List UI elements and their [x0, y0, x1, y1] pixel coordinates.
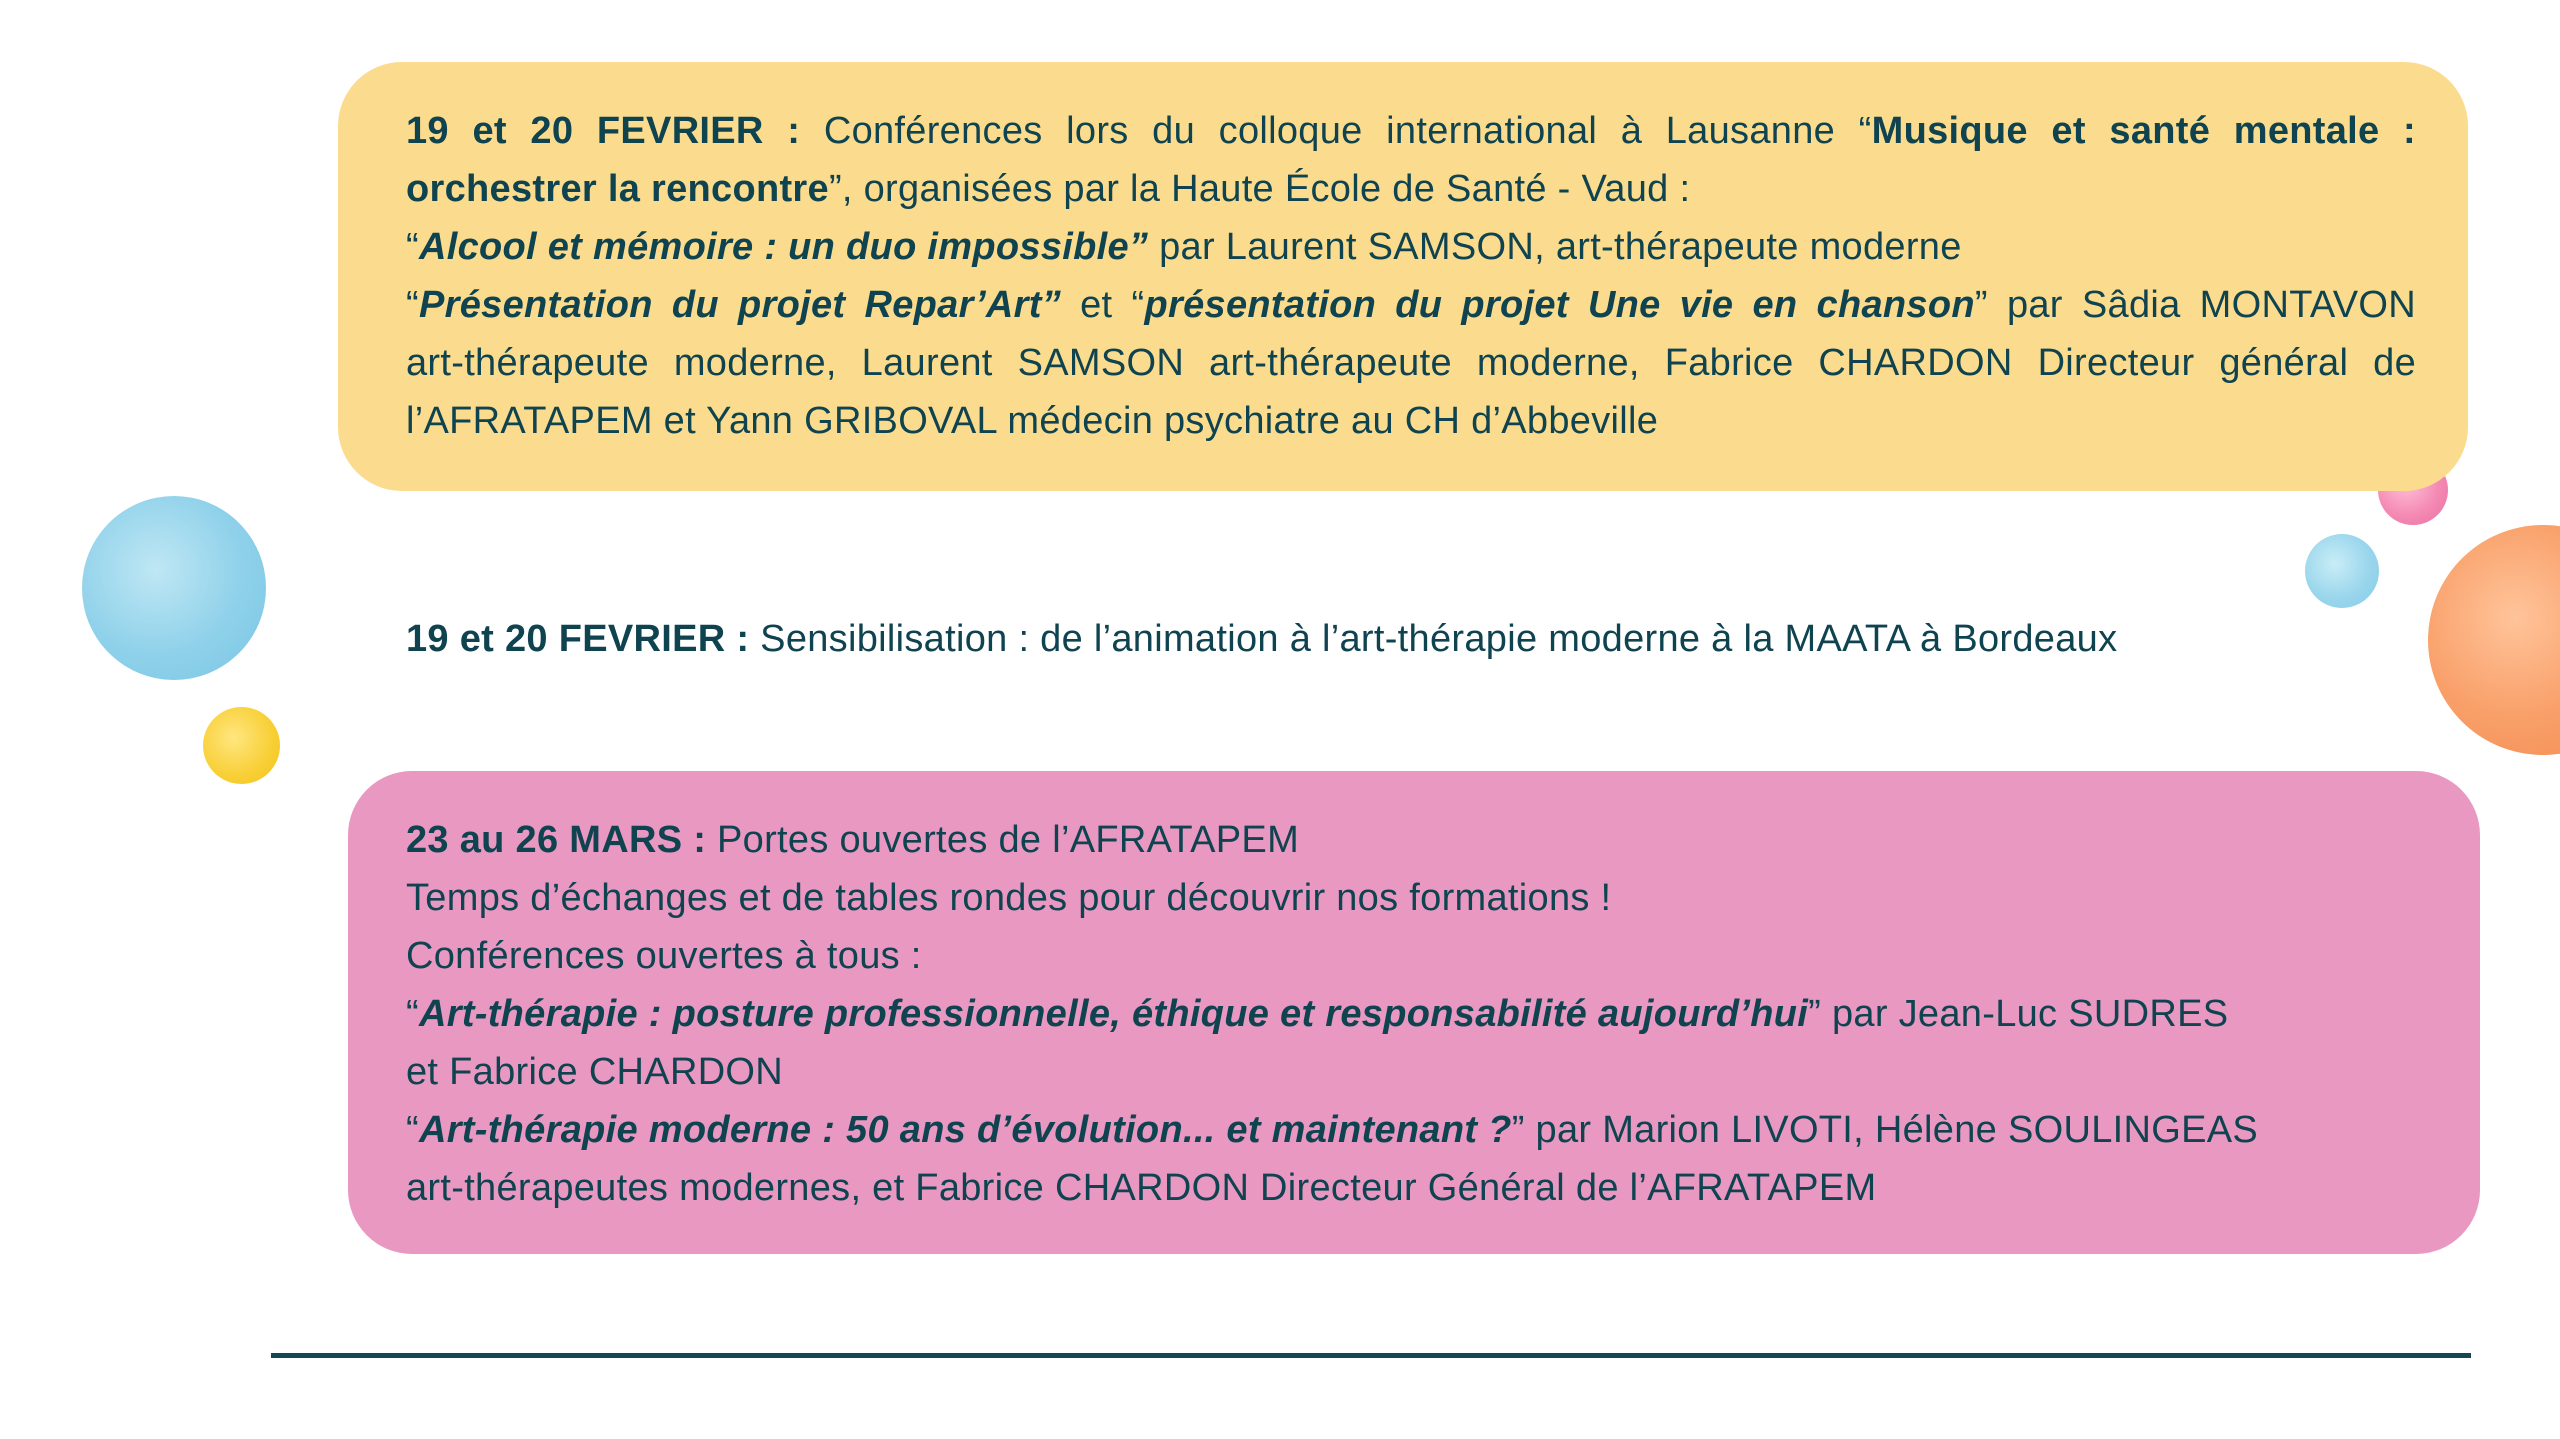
talk-title: Art-thérapie moderne : 50 ans d’évolution... et maintenant ?	[418, 1109, 1512, 1151]
event-3-line-1	[406, 811, 2428, 869]
event-organizer: ”, organisées par la Haute École de Santé - Vaud :	[828, 168, 1691, 210]
event-description: Sensibilisation : de l’animation à l’art-thérapie moderne à la MAATA à Bordeaux	[749, 618, 2118, 660]
event-date: 23 au 26 MARS :	[406, 819, 707, 861]
decorative-blue-dot-small	[2305, 534, 2379, 608]
event-1-line-1	[406, 102, 2416, 160]
talk-title: présentation du projet Une vie en chanson	[1144, 284, 1975, 326]
talk-speaker: par Laurent SAMSON, art-thérapeute moderne	[1148, 226, 1962, 268]
quote-open: “	[406, 226, 419, 268]
talk-repar-art	[406, 276, 2416, 334]
quote-open: “	[406, 993, 419, 1035]
horizontal-divider	[271, 1353, 2471, 1358]
talk-title: Art-thérapie : posture professionnelle, éthique et responsabilité aujourd’hui	[418, 993, 1809, 1035]
decorative-blue-dot-large	[82, 496, 266, 680]
event-date: 19 et 20 FEVRIER :	[406, 618, 750, 660]
talk-speaker: ” par Jean-Luc SUDRES	[1808, 993, 2229, 1035]
talk-title: Présentation du projet Repar’Art”	[418, 284, 1062, 326]
talk-speaker: ” par Marion LIVOTI, Hélène SOULINGEAS	[1511, 1109, 2259, 1151]
talk-speakers-line: art-thérapeutes modernes, et Fabrice CHARDON Directeur Général de l’AFRATAPEM	[406, 1167, 1877, 1209]
event-1-line-2	[406, 160, 2416, 218]
talk-posture	[406, 985, 2428, 1043]
colloque-title-cont: orchestrer la rencontre	[406, 168, 829, 210]
event-title: Portes ouvertes de l’AFRATAPEM	[706, 819, 1300, 861]
talk-speakers-line: l’AFRATAPEM et Yann GRIBOVAL médecin psychiatre au CH d’Abbeville	[406, 400, 1659, 442]
decorative-orange-dot	[2428, 525, 2560, 755]
talk-speaker: ” par Sâdia MONTAVON	[1974, 284, 2416, 326]
talk-speakers-line: art-thérapeute moderne, Laurent SAMSON art-thérapeute moderne, Fabrice CHARDON Directeur général de	[406, 342, 2416, 384]
talk-alcool	[406, 218, 2416, 276]
colloque-title: Musique et santé mentale :	[1871, 110, 2416, 152]
event-description: Conférences ouvertes à tous :	[406, 935, 922, 977]
event-date: 19 et 20 FEVRIER :	[406, 110, 801, 152]
talk-50-ans	[406, 1101, 2428, 1159]
event-card-lausanne	[338, 62, 2468, 491]
quote-open: “	[406, 1109, 419, 1151]
event-card-portes-ouvertes	[348, 771, 2480, 1254]
quote-open: “	[406, 284, 419, 326]
decorative-yellow-dot	[203, 707, 280, 784]
event-description: Temps d’échanges et de tables rondes pour découvrir nos formations !	[406, 877, 1612, 919]
talk-join: et “	[1061, 284, 1145, 326]
talk-title: Alcool et mémoire : un duo impossible”	[418, 226, 1149, 268]
event-sensibilisation	[406, 610, 2117, 668]
talk-speakers-line: et Fabrice CHARDON	[406, 1051, 784, 1093]
event-intro: Conférences lors du colloque international à Lausanne “	[800, 110, 1872, 152]
